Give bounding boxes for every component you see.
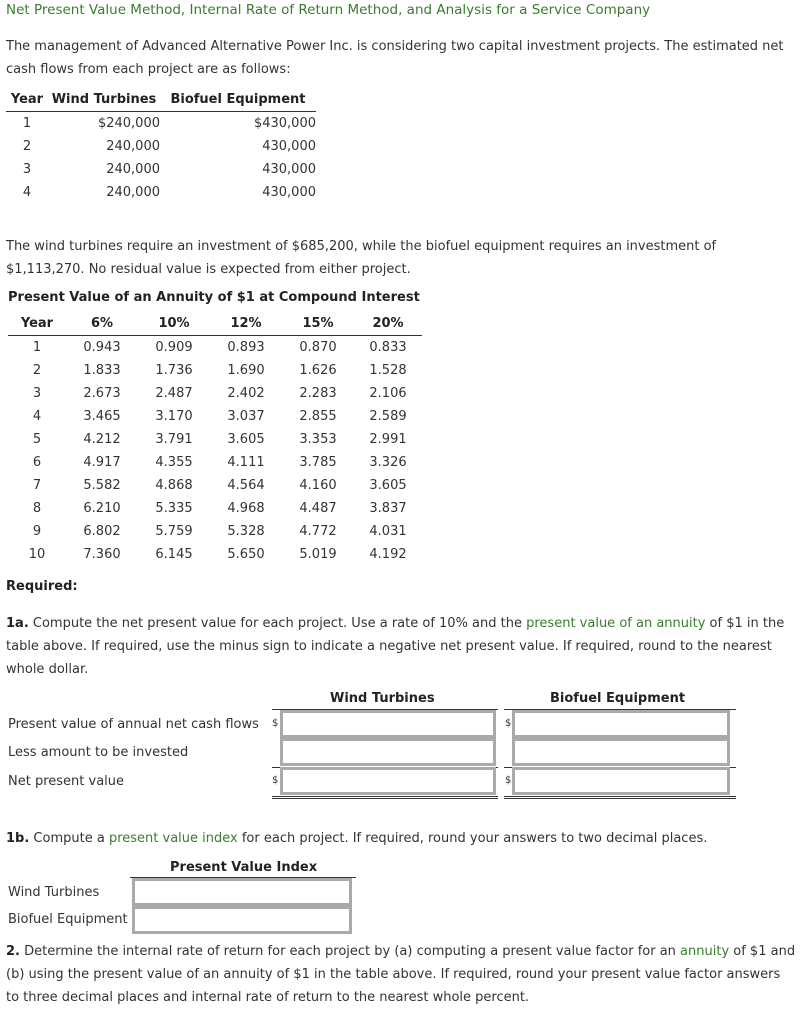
year-cell: 4: [22, 185, 32, 200]
year-cell: 1: [32, 340, 42, 355]
table-row: [8, 405, 422, 428]
col-wind: Wind Turbines: [48, 88, 160, 112]
table-row: [8, 520, 422, 543]
q1b-col-header: Present Value Index: [170, 860, 318, 875]
wind-cell: 240,000: [106, 185, 160, 200]
bio-cell: 430,000: [262, 139, 316, 154]
factor-cell: 5.759: [155, 524, 193, 539]
currency-symbol: $: [272, 718, 279, 729]
row-invest-label: Less amount to be invested: [8, 745, 189, 760]
table-row: [8, 543, 422, 566]
factor-cell: 2.402: [227, 386, 265, 401]
table-row: [8, 336, 422, 360]
factor-cell: 2.283: [299, 386, 337, 401]
row-pv-label: Present value of annual net cash flows: [8, 717, 259, 732]
factor-cell: 3.170: [155, 409, 193, 424]
currency-symbol: $: [272, 775, 279, 786]
year-cell: 8: [32, 501, 42, 516]
factor-cell: 2.589: [369, 409, 407, 424]
wind-cell: $240,000: [97, 116, 160, 131]
factor-cell: 5.582: [83, 478, 121, 493]
row-npv-label: Net present value: [8, 774, 125, 789]
factor-cell: 0.893: [227, 340, 265, 355]
factor-cell: 4.160: [299, 478, 337, 493]
intro-paragraph: The management of Advanced Alternative Power Inc. is considering two capital investment projects. The estimated net cash flows from each project are as follows:: [6, 39, 784, 77]
row-wind-label: Wind Turbines: [8, 885, 100, 900]
required-label: Required:: [6, 579, 78, 594]
factor-cell: 0.833: [369, 340, 407, 355]
factor-cell: 2.106: [369, 386, 407, 401]
table-row: [6, 112, 316, 136]
factor-cell: 6.802: [83, 524, 121, 539]
factor-cell: 3.791: [155, 432, 193, 447]
factor-cell: 4.487: [299, 501, 337, 516]
double-underline: [504, 798, 736, 799]
annuity-link[interactable]: present value of an annuity: [526, 616, 706, 631]
factor-cell: 3.837: [369, 501, 407, 516]
factor-cell: 1.736: [155, 363, 193, 378]
factor-cell: 1.833: [83, 363, 121, 378]
table-row: [6, 135, 316, 158]
table-row: [8, 474, 422, 497]
year-cell: 5: [32, 432, 42, 447]
q1a-col-bio: Biofuel Equipment: [550, 691, 686, 706]
factor-cell: 4.917: [83, 455, 121, 470]
factor-cell: 3.605: [227, 432, 265, 447]
year-cell: 7: [32, 478, 42, 493]
wind-pvi-input[interactable]: [132, 878, 352, 906]
table-row: [6, 158, 316, 181]
wind-cell: 240,000: [106, 139, 160, 154]
cash-flow-table: [6, 88, 316, 204]
year-cell: 2: [32, 363, 42, 378]
year-cell: 9: [32, 524, 42, 539]
year-cell: 1: [22, 116, 32, 131]
factor-cell: 6.210: [83, 501, 121, 516]
year-cell: 3: [32, 386, 42, 401]
factor-cell: 5.328: [227, 524, 265, 539]
currency-symbol: $: [505, 718, 512, 729]
double-underline: [504, 796, 736, 797]
year-cell: 10: [28, 547, 46, 562]
factor-cell: 4.111: [227, 455, 265, 470]
annuity-header: 15%: [282, 312, 354, 336]
table-row: [6, 181, 316, 204]
factor-cell: 4.355: [155, 455, 193, 470]
wind-cell: 240,000: [106, 162, 160, 177]
annuity-header: 12%: [210, 312, 282, 336]
q1b-label: 1b.: [6, 831, 30, 846]
factor-cell: 3.037: [227, 409, 265, 424]
double-underline: [272, 796, 498, 797]
investment-paragraph: The wind turbines require an investment of $685,200, while the biofuel equipment requires an investment of $1,113,270. No residual value is expected from either project.: [6, 239, 717, 277]
currency-symbol: $: [505, 775, 512, 786]
annuity-header: 20%: [354, 312, 422, 336]
bio-invest-input[interactable]: [512, 738, 730, 766]
annuity-header: 10%: [138, 312, 210, 336]
factor-cell: 4.868: [155, 478, 193, 493]
factor-cell: 0.909: [155, 340, 193, 355]
annuity-table: [8, 312, 422, 566]
col-year: Year: [6, 88, 48, 112]
annuity-header: Year: [8, 312, 66, 336]
factor-cell: 4.031: [369, 524, 407, 539]
year-cell: 2: [22, 139, 32, 154]
factor-cell: 1.528: [369, 363, 407, 378]
year-cell: 4: [32, 409, 42, 424]
table-row: [8, 382, 422, 405]
q1a-label: 1a.: [6, 616, 29, 631]
annuity-term-link[interactable]: annuity: [680, 944, 730, 959]
year-cell: 3: [22, 162, 32, 177]
wind-pv-input[interactable]: [280, 710, 496, 738]
table-row: [8, 359, 422, 382]
col-bio: Biofuel Equipment: [160, 88, 316, 112]
factor-cell: 3.785: [299, 455, 337, 470]
table-row: [8, 428, 422, 451]
factor-cell: 7.360: [83, 547, 121, 562]
q1a-col-wind: Wind Turbines: [330, 691, 435, 706]
q1a-text: 1a. Compute the net present value for each project. Use a rate of 10% and the present value of an annuity of $1 in the table above. If required, use the minus sign to indicate a negative net present value. If required, round to the nearest whole dollar.: [6, 616, 785, 677]
factor-cell: 0.943: [83, 340, 121, 355]
wind-npv-input[interactable]: [280, 767, 496, 795]
bio-cell: 430,000: [262, 162, 316, 177]
q1b-text: 1b. Compute a present value index for each project. If required, round your answers to two decimal places.: [6, 831, 708, 846]
factor-cell: 5.650: [227, 547, 265, 562]
page-title: Net Present Value Method, Internal Rate of Return Method, and Analysis for a Service Company: [6, 2, 651, 18]
factor-cell: 1.626: [299, 363, 337, 378]
factor-cell: 4.772: [299, 524, 337, 539]
double-underline: [272, 798, 498, 799]
annuity-header: 6%: [66, 312, 138, 336]
bio-cell: 430,000: [262, 185, 316, 200]
factor-cell: 5.335: [155, 501, 193, 516]
factor-cell: 3.465: [83, 409, 121, 424]
table-row: [8, 497, 422, 520]
wind-invest-input[interactable]: [280, 738, 496, 766]
factor-cell: 3.326: [369, 455, 407, 470]
pv-index-link[interactable]: present value index: [108, 831, 238, 846]
factor-cell: 2.673: [83, 386, 121, 401]
factor-cell: 5.019: [299, 547, 337, 562]
factor-cell: 3.353: [299, 432, 337, 447]
row-bio-label: Biofuel Equipment: [8, 912, 128, 927]
factor-cell: 6.145: [155, 547, 193, 562]
factor-cell: 1.690: [227, 363, 265, 378]
factor-cell: 2.487: [155, 386, 193, 401]
table-row: [8, 451, 422, 474]
annuity-caption: Present Value of an Annuity of $1 at Compound Interest: [8, 290, 420, 305]
factor-cell: 2.991: [369, 432, 407, 447]
year-cell: 6: [32, 455, 42, 470]
q2-text: 2. Determine the internal rate of return for each project by (a) computing a present value factor for an annuity of $1 and (b) using the present value of an annuity of $1 in the table above. If required, round your present value factor answers to three decimal places and internal rate of return to the nearest whole percent.: [6, 944, 796, 1005]
factor-cell: 3.605: [369, 478, 407, 493]
factor-cell: 2.855: [299, 409, 337, 424]
bio-pv-input[interactable]: [512, 710, 730, 738]
factor-cell: 4.564: [227, 478, 265, 493]
factor-cell: 4.968: [227, 501, 265, 516]
bio-npv-input[interactable]: [512, 767, 730, 795]
q2-label: 2.: [6, 944, 20, 959]
bio-cell: $430,000: [253, 116, 316, 131]
factor-cell: 4.192: [369, 547, 407, 562]
factor-cell: 0.870: [299, 340, 337, 355]
factor-cell: 4.212: [83, 432, 121, 447]
bio-pvi-input[interactable]: [132, 906, 352, 934]
